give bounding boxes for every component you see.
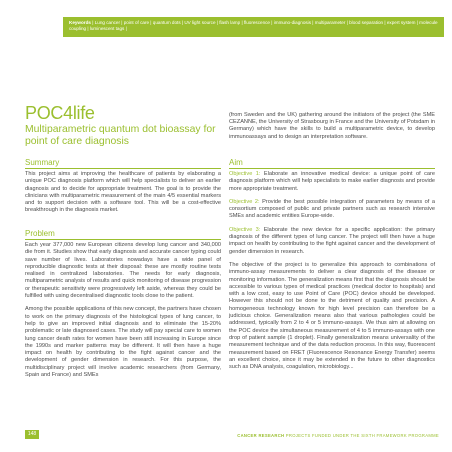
summary-divider [25, 168, 221, 169]
intro-paragraph: (from Sweden and the UK) gathering around the initiators of the project (the SME CEZANNE, the University of Strasbourg in France and the University of Potsdam in Germany) which have the skills to build a multiparametric device, to develop immunoassays and to design an interpretation software. [229, 112, 435, 140]
keywords-list: | Lung cancer | point of care | quantum dots | UV light source | flash lamp | fluorescence | immuno-diagnosis | multiparameter | blood separation | expert system | molecule coupling | luminescent tags | [69, 20, 438, 32]
aim-divider [229, 168, 435, 169]
problem-paragraph: Each year 377,000 new European citizens develop lung cancer and 340,000 die from it. Studies show that early diagnosis and accurate cancer typing could save number of lives. Laboratories nowadays have a wide panel of reproducible diagnostic tests at their disposal: these are mostly routine tests realised in centralized laboratories. The needs for early diagnosis, multiparametric analysis of results and quick monitoring of disease progression or therapeutic sensitivity were progressively left aside, whereas they could be fulfilled with using decentralised diagnostic tools close to the patient. [25, 242, 221, 300]
objective-label: Objective 2: [229, 198, 260, 205]
objective-text: Provide the best possible integration of parameters by means of a consortium composed of public and private partners such as research intensive SMEs and academic entities Europe-wide. [229, 198, 435, 220]
keywords-bar [63, 17, 444, 37]
page-number: 148 [25, 430, 39, 439]
page-subtitle: Multiparametric quantum dot bioassay for point of care diagnosis [25, 124, 216, 147]
aim-heading: Aim [229, 158, 243, 167]
objective-item [229, 199, 435, 221]
footer-bold: CANCER RESEARCH [237, 433, 285, 438]
problem-paragraph: Among the possible applications of this new concept, the partners have chosen to work on the primary diagnosis of the histological types of lung cancer, to help to give an improved initial diagnosis and to eliminate the 15-20% problematic or late diagnosed cases. The study will pay special care to women lung cancer death rates for women have been still increasing in Europe since the 1990s and marker patterns may be different. It will then have a huge impact on health by contributing to the fight against cancer and the development of gender dimension in research. For this purpose, the multidisciplinary project will involve academic researchers (from Germany, Spain and France) and SMEs [25, 306, 221, 379]
objective-label: Objective 1: [229, 171, 261, 177]
footer-rest: PROJECTS FUNDED UNDER THE SIXTH FRAMEWORK PROGRAMME [284, 433, 439, 438]
page-title: POC4life [25, 103, 95, 123]
running-footer [229, 433, 439, 438]
objective-item [229, 171, 435, 193]
objective-label: Objective 3: [229, 226, 261, 233]
aim-text [229, 171, 435, 377]
keywords-label: Keywords [69, 20, 91, 25]
objective-item [229, 227, 435, 256]
objective-text: Elaborate an innovative medical device: a unique point of care diagnosis platform which will help specialists to make earlier diagnosis and provide more appropriate treatment. [229, 171, 435, 192]
problem-text [25, 242, 221, 385]
problem-divider [25, 239, 221, 240]
problem-heading: Problem [25, 229, 55, 238]
summary-text: This project aims at improving the healthcare of patients by elaborating a unique POC diagnosis platform which will help specialists to deliver an earlier diagnosis and to decide for appropriate treatment. The goal is to provide the clinicians with multiparametric measurement of the main 4/5 essential markers and to support decision with a software tool. This will be a cost-effective breakthrough in the diagnosis market. [25, 171, 221, 214]
objective-text: Elaborate the new device for a specific application: the primary diagnosis of the different types of lung cancer. The project will then have a huge impact on health by contributing to the fight against cancer and the development of gender dimension in research. [229, 226, 435, 255]
summary-heading: Summary [25, 158, 60, 167]
aim-paragraph: The objective of the project is to generalize this approach to combinations of immuno-assay measurements to deliver a clear diagnosis of the disease or monitoring information. The generalization means first that the diagnosis should be accessible to various types of medical practices (medical doctor to hospitals) and with a low cost, easy to use Point of Care (POC) device should be developed. However this should not be done to the detriment of quality and precision. A homogeneous technology known for high level precision can therefore be a judicious choice. Generalization means also that various pathologies could be addressed, typically from 2 to 4 or 5 immuno-assays. We thus aim at allowing on the POC device the simultaneous measurement of 4 to 5 immuno-assays with one drop of patient sample (1 droplet). Finally generalization means universality of the measurement technique and of the data reduction process. In this way, fluorescent measurement based on FRET (Fluorescence Resonance Energy Transfer) seems an excellent choice, since it may be extended in the future to other diagnostics such as DNA analysis, coagulation, microbiology... [229, 261, 435, 371]
